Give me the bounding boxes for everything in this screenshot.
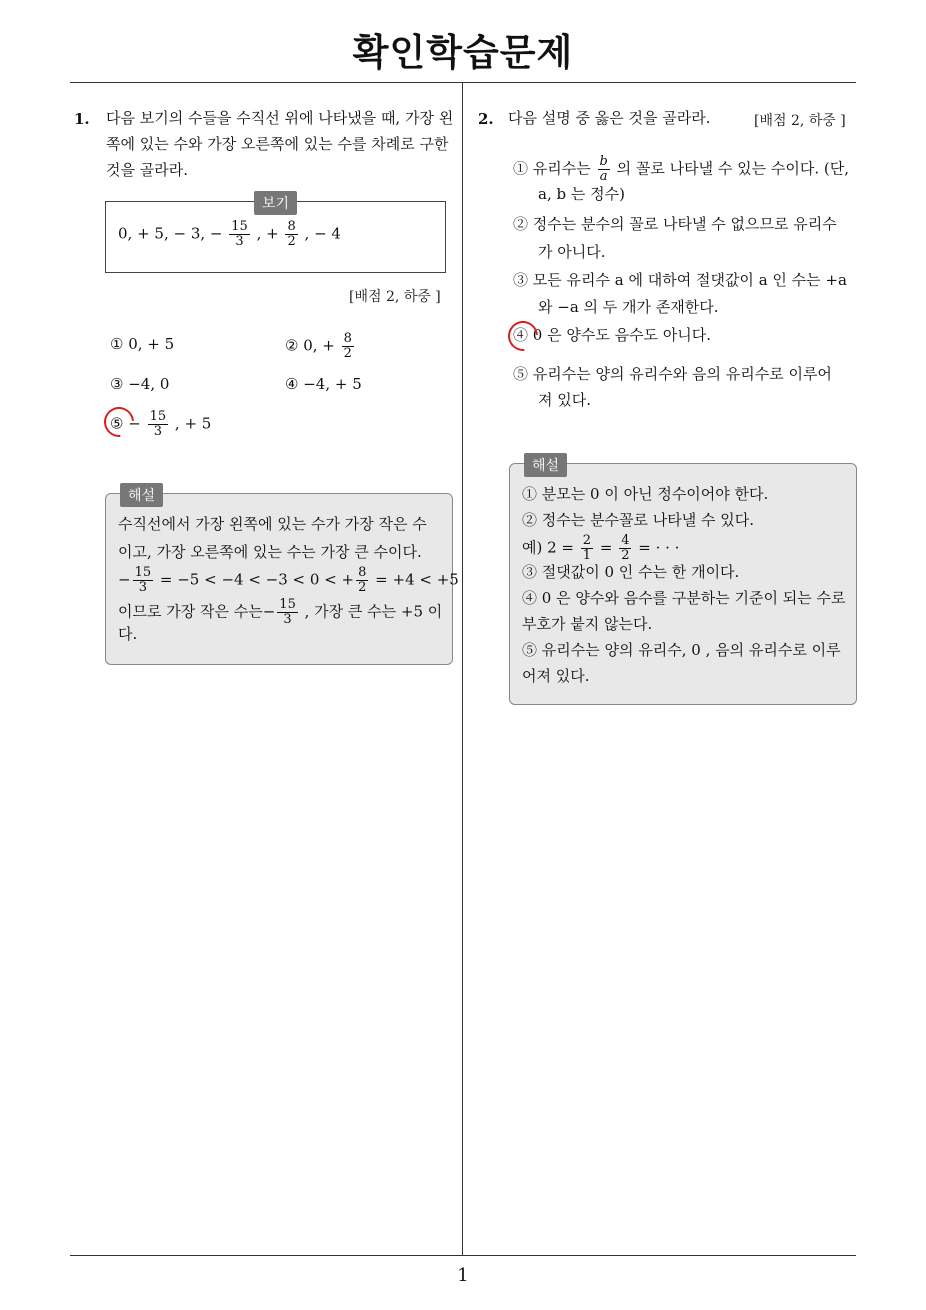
- option-3-cont: 와 −a 의 두 개가 존재한다.: [538, 298, 719, 316]
- expl-text: 예) 2 =: [522, 538, 574, 557]
- denominator: a: [599, 169, 608, 184]
- stem-line: 쪽에 있는 수와 가장 오른쪽에 있는 수를 차례로 구한: [106, 135, 449, 153]
- column-divider: [462, 82, 463, 1256]
- option-3[interactable]: ③ 모든 유리수 a 에 대하여 절댓값이 a 인 수는 +a: [513, 271, 847, 289]
- numerator: 15: [149, 409, 167, 424]
- denominator: 3: [283, 612, 292, 627]
- numerator: 15: [231, 219, 248, 234]
- explanation-line: [118, 566, 459, 595]
- explanation-line: 이고, 가장 오른쪽에 있는 수는 가장 큰 수이다.: [118, 543, 422, 561]
- numerator: 15: [134, 565, 152, 580]
- fraction: [619, 534, 631, 563]
- example-seg: 0, + 5, − 3, −: [118, 224, 223, 243]
- numerator: 8: [358, 565, 367, 580]
- question-stem: [106, 105, 453, 183]
- option-5[interactable]: ⑤ 유리수는 양의 유리수와 음의 유리수로 이루어: [513, 365, 832, 383]
- fraction: [581, 534, 593, 563]
- explanation-line: ② 정수는 분수꼴로 나타낼 수 있다.: [522, 511, 754, 529]
- option-text: ② 0, +: [285, 336, 335, 355]
- numerator: 2: [582, 533, 592, 548]
- numerator: 8: [343, 331, 352, 346]
- option-4[interactable]: ④ −4, + 5: [285, 375, 362, 393]
- header-rule: [70, 82, 856, 83]
- denominator: 2: [287, 234, 296, 249]
- stem-line: 것을 골라라.: [106, 161, 188, 179]
- stem-line: 다음 보기의 수들을 수직선 위에 나타냈을 때, 가장 왼: [106, 109, 454, 127]
- numerator: 4: [621, 533, 630, 548]
- question-number: 1.: [74, 110, 90, 128]
- numerator: 15: [279, 597, 296, 612]
- option-1[interactable]: [513, 155, 849, 184]
- denominator: 3: [235, 234, 244, 249]
- explanation-line: ③ 절댓값이 0 인 수는 한 개이다.: [522, 563, 740, 581]
- score-label: [배점 2, 하중 ]: [754, 113, 846, 129]
- explanation-tag: 해설: [120, 483, 163, 507]
- option-4[interactable]: ④ 0 은 양수도 음수도 아니다.: [513, 326, 712, 344]
- option-2[interactable]: ② 정수는 분수의 꼴로 나타낼 수 없으므로 유리수: [513, 215, 837, 233]
- page-number: 1: [457, 1265, 469, 1286]
- explanation-line: [118, 598, 442, 627]
- fraction: [133, 566, 154, 595]
- explanation-line: 수직선에서 가장 왼쪽에 있는 수가 가장 작은 수: [118, 515, 427, 533]
- option-2[interactable]: [285, 332, 356, 361]
- explanation-line: ④ 0 은 양수와 음수를 구분하는 기준이 되는 수로: [522, 589, 846, 607]
- explanation-line: 다.: [118, 625, 138, 643]
- fraction: [229, 220, 250, 249]
- denominator: 1: [582, 548, 592, 563]
- example-tag: 보기: [254, 191, 297, 215]
- score-label: [배점 2, 하중 ]: [349, 289, 441, 305]
- expl-text: =: [599, 538, 613, 557]
- option-text: ⑤ −: [110, 414, 141, 433]
- explanation-line: 어져 있다.: [522, 667, 590, 685]
- option-text: ① 유리수는: [513, 159, 591, 178]
- explanation-line: 부호가 붙지 않는다.: [522, 615, 653, 633]
- explanation-line: [522, 534, 679, 563]
- option-1-cont: a, b 는 정수): [538, 185, 625, 203]
- numerator: b: [599, 154, 608, 169]
- explanation-line: ① 분모는 0 이 아닌 정수이어야 한다.: [522, 485, 769, 503]
- explanation-box: [105, 493, 459, 665]
- option-1[interactable]: ① 0, + 5: [110, 335, 175, 353]
- denominator: 3: [153, 424, 162, 439]
- option-3[interactable]: ③ −4, 0: [110, 375, 170, 393]
- option-5-cont: 져 있다.: [538, 391, 592, 409]
- expl-text: , 가장 큰 수는 +5 이: [304, 602, 443, 621]
- fraction: [148, 410, 169, 439]
- expl-text: −: [118, 570, 131, 589]
- numerator: 8: [287, 219, 296, 234]
- example-seg: , − 4: [304, 224, 341, 243]
- option-text: , + 5: [174, 414, 212, 433]
- explanation-tag: 해설: [524, 453, 567, 477]
- expl-text: = +4 < +5: [375, 570, 459, 589]
- question-number: 2.: [478, 110, 494, 128]
- example-seg: , +: [256, 224, 279, 243]
- explanation-box: [509, 463, 857, 705]
- fraction: [598, 155, 610, 184]
- expl-text: = −5 < −4 < −3 < 0 < +: [159, 570, 355, 589]
- page-title: 확인학습문제: [352, 31, 574, 74]
- expl-text: 이므로 가장 작은 수는−: [118, 602, 276, 621]
- fraction: [277, 598, 298, 627]
- footer-rule: [70, 1255, 856, 1256]
- example-values: [118, 220, 341, 249]
- denominator: 3: [138, 580, 147, 595]
- expl-text: = · · ·: [638, 538, 680, 557]
- option-text: 의 꼴로 나타낼 수 있는 수이다. (단,: [616, 159, 849, 178]
- denominator: 2: [621, 548, 630, 563]
- denominator: 2: [358, 580, 367, 595]
- denominator: 2: [343, 346, 352, 361]
- fraction: [285, 220, 297, 249]
- answer-mark-circle: [502, 315, 544, 357]
- question-stem: 다음 설명 중 옳은 것을 골라라.: [508, 109, 711, 127]
- option-2-cont: 가 아니다.: [538, 243, 606, 261]
- explanation-line: ⑤ 유리수는 양의 유리수, 0 , 음의 유리수로 이루: [522, 641, 841, 659]
- fraction: [342, 332, 354, 361]
- fraction: [356, 566, 368, 595]
